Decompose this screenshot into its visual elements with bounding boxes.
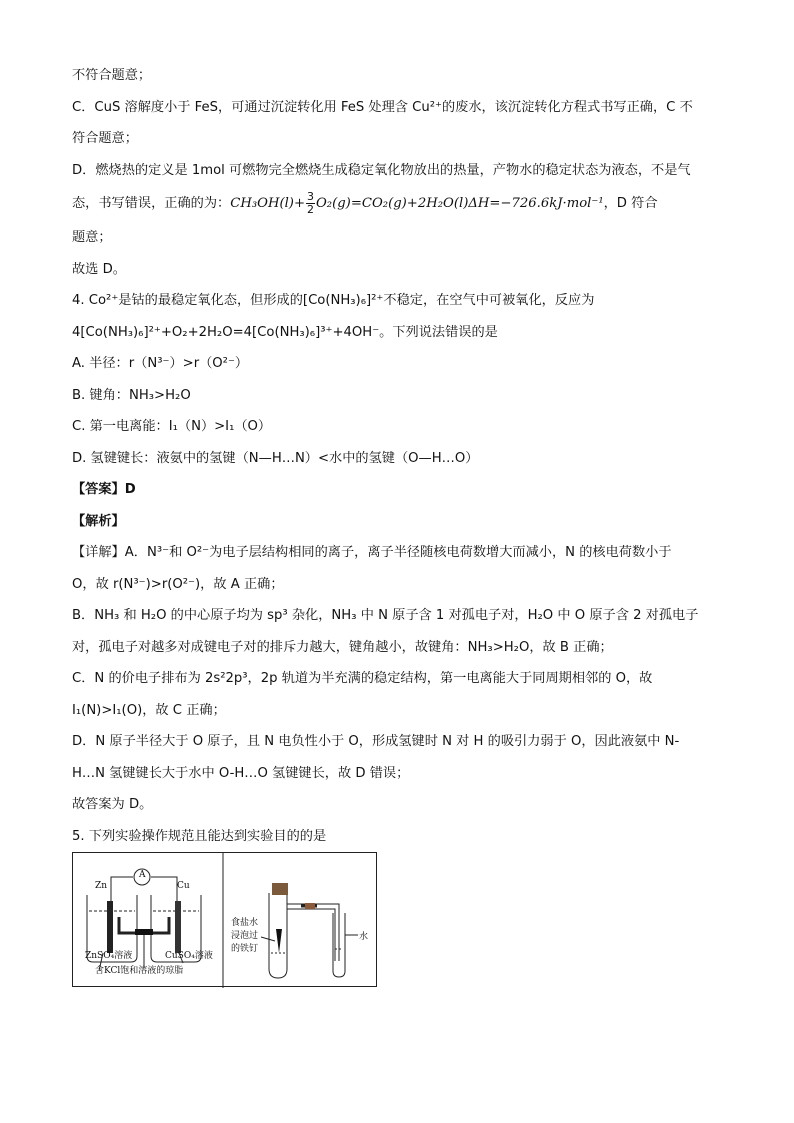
saltwater-label: 食盐水 — [231, 918, 259, 928]
fraction-numerator: 3 — [307, 189, 314, 203]
fraction-denominator: 2 — [307, 202, 314, 216]
water-label: 水 — [359, 932, 369, 942]
equation-right: O₂(g)=CO₂(g)+2H₂O(l)ΔH=−726.6kJ·mol⁻¹ — [316, 196, 604, 211]
document-body — [72, 60, 732, 852]
text-line: 符合题意； — [72, 131, 138, 146]
cu-label: Cu — [177, 881, 190, 891]
explanation-line: H…N 氢键键长大于水中 O-H…O 氢键键长，故 D 错误； — [72, 765, 410, 781]
explanation-line: C．N 的价电子排布为 2s²2p³，2p 轨道为半充满的稳定结构，第一电离能大于同周期相邻的 O，故 — [72, 671, 653, 686]
option-a: A. 半径：r（N³⁻）>r（O²⁻） — [72, 356, 249, 371]
zn-label: Zn — [95, 881, 108, 891]
analysis-label: 【解析】 — [72, 513, 125, 529]
ammeter-label: A — [139, 870, 146, 880]
explanation-line: 对，孤电子对越多对成键电子对的排斥力越大，键角越小，故键角：NH₃>H₂O，故 B 正确； — [72, 639, 613, 655]
text-line: 题意； — [72, 230, 112, 245]
salt-bridge-label: 含KCl饱和溶液的琼脂 — [95, 966, 184, 976]
cuso4-label: CuSO₄溶液 — [165, 951, 213, 961]
text-line: 故选 D。 — [72, 261, 126, 277]
question-4-stem: 4. Co²⁺是钴的最稳定氧化态，但形成的[Co(NH₃)₆]²⁺不稳定，在空气中可被氧化，反应为 — [72, 293, 595, 308]
text-line: C．CuS 溶解度小于 FeS，可通过沉淀转化用 FeS 处理含 Cu²⁺的废水，该沉淀转化方程式书写正确，C 不 — [72, 99, 693, 115]
equation-left: CH₃OH(l)+ — [230, 196, 305, 211]
explanation-line: 故答案为 D。 — [72, 797, 153, 812]
option-c: C. 第一电离能：I₁（N）>I₁（O） — [72, 419, 272, 434]
equation-line — [72, 186, 732, 222]
option-d: D. 氢键键长：液氨中的氢键（N—H…N）<水中的氢键（O—H…O） — [72, 450, 479, 466]
nail-label: 的铁钉 — [231, 944, 259, 954]
explanation-line: O，故 r(N³⁻)>r(O²⁻)，故 A 正确； — [72, 576, 284, 592]
znso4-label: ZnSO₄溶液 — [85, 951, 133, 961]
soaked-label: 浸泡过 — [231, 931, 259, 941]
question-5-stem: 5. 下列实验操作规范且能达到实验目的的是 — [72, 828, 327, 844]
text-line: D．燃烧热的定义是 1mol 可燃物完全燃烧生成稳定氧化物放出的热量，产物水的稳定状态为液态，不是气 — [72, 162, 691, 178]
experiment-figure — [72, 852, 377, 987]
fraction — [306, 191, 315, 216]
text-span: 态，书写错误，正确的为： — [72, 196, 231, 211]
question-4-equation: 4[Co(NH₃)₆]²⁺+O₂+2H₂O=4[Co(NH₃)₆]³⁺+4OH⁻。下列说法错误的是 — [72, 324, 498, 340]
explanation-line: 【详解】A．N³⁻和 O²⁻为电子层结构相同的离子，离子半径随核电荷数增大而减小，N 的核电荷数小于 — [72, 545, 672, 560]
answer-label: 【答案】D — [72, 482, 136, 497]
explanation-line: D．N 原子半径大于 O 原子，且 N 电负性小于 O，形成氢键时 N 对 H 的吸引力弱于 O，因此液氨中 N- — [72, 734, 680, 749]
explanation-line: B．NH₃ 和 H₂O 的中心原子均为 sp³ 杂化，NH₃ 中 N 原子含 1 对孤电子对，H₂O 中 O 原子含 2 对孤电子 — [72, 608, 699, 623]
option-b: B. 键角：NH₃>H₂O — [72, 387, 191, 403]
text-span: ，D 符合 — [603, 196, 658, 211]
text-line: 不符合题意； — [72, 68, 152, 83]
explanation-line: I₁(N)>I₁(O)，故 C 正确； — [72, 702, 226, 718]
